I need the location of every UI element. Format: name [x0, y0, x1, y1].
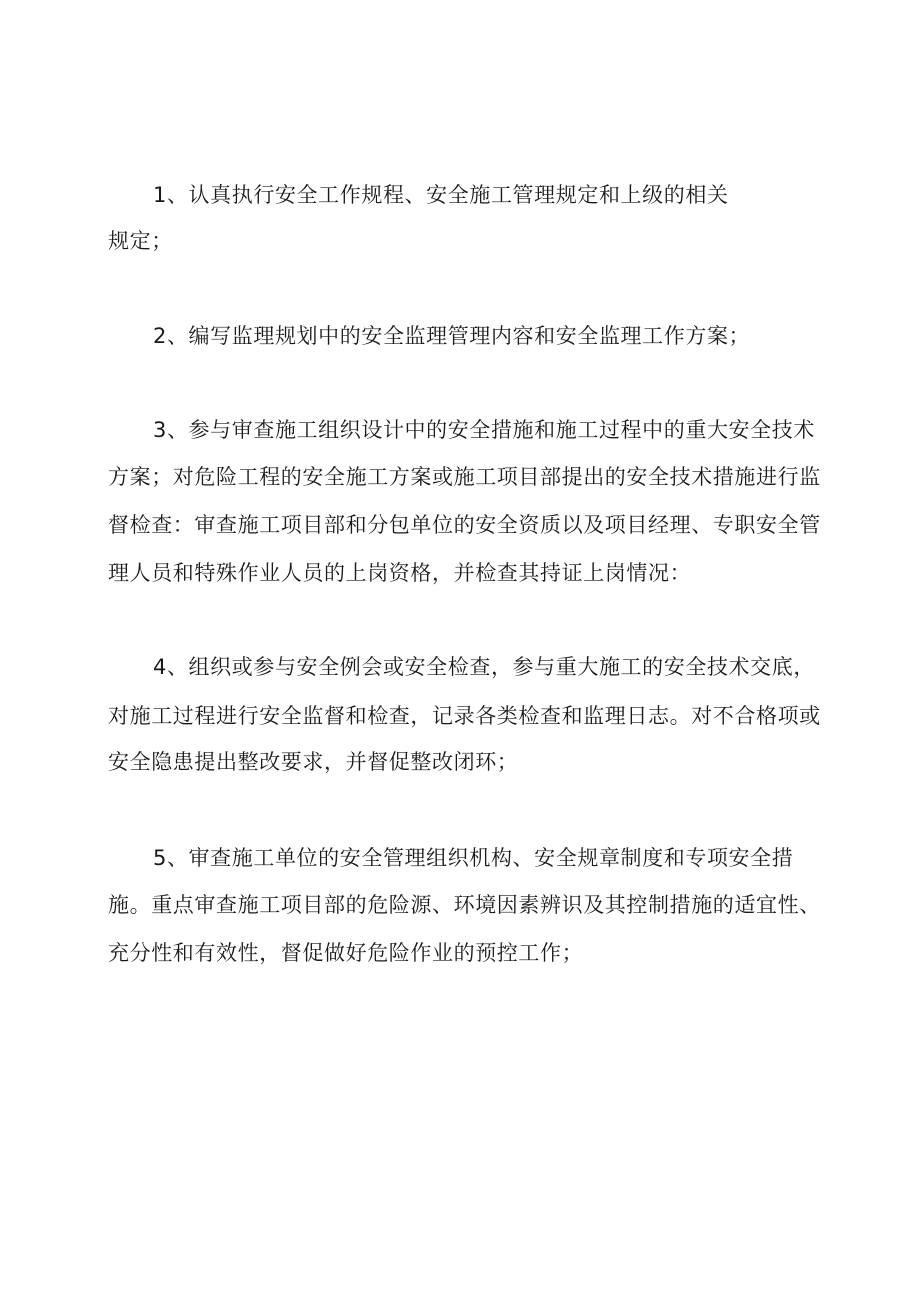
paragraph-line: 对施工过程进行安全监督和检查，记录各类检查和监理日志。对不合格项或	[108, 704, 821, 728]
paragraph-line: 督检查：审查施工项目部和分包单位的安全资质以及项目经理、专职安全管	[108, 513, 821, 537]
paragraph-line: 理人员和特殊作业人员的上岗资格，并检查其持证上岗情况：	[108, 561, 692, 585]
paragraph-line: 3、参与审查施工组织设计中的安全措施和施工过程中的重大安全技术	[153, 418, 815, 442]
paragraph-line: 规定；	[108, 229, 173, 253]
paragraph-line: 4、组织或参与安全例会或安全检查，参与重大施工的安全技术交底，	[153, 655, 815, 679]
paragraph-line: 5、审查施工单位的安全管理组织机构、安全规章制度和专项安全措	[153, 846, 794, 870]
paragraph-line: 充分性和有效性，督促做好危险作业的预控工作；	[108, 941, 584, 965]
paragraph-line: 方案；对危险工程的安全施工方案或施工项目部提出的安全技术措施进行监	[108, 465, 821, 489]
paragraph-line: 2、编写监理规划中的安全监理管理内容和安全监理工作方案；	[153, 324, 751, 348]
paragraph-line: 施。重点审查施工项目部的危险源、环境因素辨识及其控制措施的适宜性、	[108, 893, 821, 917]
paragraph-line: 安全隐患提出整改要求，并督促整改闭环；	[108, 750, 519, 774]
paragraph-line: 1、认真执行安全工作规程、安全施工管理规定和上级的相关	[153, 183, 729, 207]
